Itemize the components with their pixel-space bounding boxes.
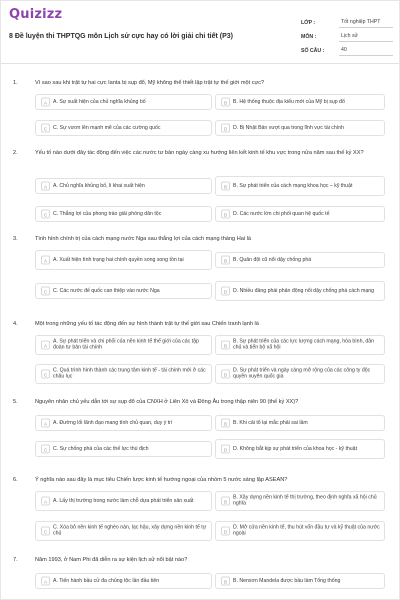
option-letter: A [41,497,50,506]
meta-value: 40 [339,47,393,56]
question-text: Ý nghĩa nào sau đây là mục tiêu Chiến lược kinh tế hướng ngoại của nhóm 5 nước sáng lập ASEAN? [35,477,288,483]
option-b[interactable] [215,573,385,589]
worksheet-title: 8 Đề luyện thi THPTQG môn Lịch sử cực hay có lời giải chi tiết (P3) [9,33,233,40]
question-text: Vì sao sau khi trật tự hai cực Ianta bị sụp đổ, Mỹ không thể thiết lập trật tự thế giới một cực? [35,80,265,86]
meta-label: SỐ CÂU : [301,48,325,54]
question-text: Nguyên nhân chủ yếu dẫn tới sự sụp đổ của CNXH ở Liên Xô và Đông Âu trong thập niên 90 (thế kỷ XX)? [35,399,299,405]
option-letter: B [221,256,230,265]
option-text: A. Lấy thị trường trong nước làm chỗ dựa phát triển sản xuất [53,497,194,504]
option-text: B. Xây dựng nền kinh tế thị trường, theo định nghĩa xã hội chủ nghĩa [233,494,377,507]
question-number: 3. [13,236,18,242]
option-letter: B [221,497,230,506]
meta-value: Lịch sử [339,33,393,42]
question-text: Một trong những yếu tố tác động đến sự hình thành trật tự thế giới sau Chiến tranh lạnh là [35,321,259,327]
option-letter: B [221,98,230,107]
option-letter: C [41,210,50,219]
option-letter: D [221,124,230,133]
option-a[interactable] [35,335,212,355]
option-text: C. Sự vươn lên mạnh mẽ của các cường quốc [53,124,161,131]
option-letter: A [41,182,50,191]
option-text: B. Quân đội cũ nổi dậy chống phá [233,256,312,263]
option-letter: C [41,124,50,133]
option-text: D. Các nước lớn chi phối quan hệ quốc tế [233,210,330,217]
option-letter: B [221,182,230,191]
question-number: 5. [13,399,18,405]
question-number: 6. [13,477,18,483]
option-a[interactable] [35,178,212,194]
question-text: Yếu tố nào dưới đây tác động đến việc các nước tư bản ngày càng xu hướng liên kết kinh tế khu vực trong nửa năm sau thế kỷ XX? [35,150,364,156]
option-letter: A [41,577,50,586]
option-text: C. Các nước đế quốc can thiệp vào nước Nga [53,287,160,294]
option-letter: D [221,210,230,219]
option-a[interactable] [35,94,212,110]
option-c[interactable] [35,364,212,384]
meta-row-subject [301,28,393,42]
option-text: D. Bị Nhật Bản vượt qua trong lĩnh vực tài chính [233,124,344,131]
option-text: B. Khi cải tổ lại mắc phải sai lầm [233,419,308,426]
option-d[interactable] [215,521,385,541]
option-text: D. Nhiều đảng phái phản động nổi dậy chống phá cách mạng [233,287,375,294]
question-text: Tình hình chính trị của cách mạng nước Nga sau thắng lợi của cách mạng tháng Hai là [35,236,251,242]
option-text: D. Sự phát triển và ngày càng mở rộng của các công ty độc quyền xuyên quốc gia [233,367,371,380]
question-number: 1. [13,80,18,86]
option-letter: C [41,527,50,536]
option-text: A. Sự xuất hiện của chủ nghĩa khủng bố [53,98,146,105]
option-letter: A [41,341,50,350]
meta-row-class [301,14,393,28]
option-letter: C [41,445,50,454]
option-letter: D [221,287,230,296]
worksheet-header [1,1,399,64]
option-c[interactable] [35,521,212,541]
option-letter: A [41,256,50,265]
question-number: 4. [13,321,18,327]
option-d[interactable] [215,439,385,459]
option-b[interactable] [215,491,385,511]
option-c[interactable] [35,441,212,457]
meta-value: Tốt nghiệp THPT [339,19,393,28]
option-letter: C [41,370,50,379]
option-text: D. Không bắt kịp sự phát triển của khoa học - kỹ thuật [233,445,358,452]
option-text: C. Thắng lợi của phong trào giải phóng dân tộc [53,210,162,217]
meta-label: MÔN : [301,34,317,40]
option-letter: D [221,370,230,379]
option-text: A. Tiến hành bầu cử đa chủng tộc lần đầu tiên [53,577,160,584]
option-d[interactable] [215,364,385,384]
option-text: C. Xóa bỏ nền kinh tế nghèo nàn, lạc hậu, xây dựng nền kinh tế tự chủ [53,524,207,537]
option-d[interactable] [215,281,385,301]
meta-row-count [301,42,393,56]
option-text: B. Sự phát triển của cách mạng khoa học – kỹ thuật [233,182,353,189]
option-letter: B [221,341,230,350]
option-letter: D [221,445,230,454]
option-text: B. Nenxơn Mandela được bầu làm Tổng thống [233,577,341,584]
option-b[interactable] [215,335,385,355]
option-b[interactable] [215,94,385,110]
question-number: 7. [13,557,18,563]
option-b[interactable] [215,415,385,431]
option-letter: D [221,527,230,536]
option-text: D. Mở cửa nền kinh tế, thu hút vốn đầu tư và kỹ thuật của nước ngoài [233,524,380,537]
option-b[interactable] [215,252,385,268]
option-text: C. Sự chống phá của các thế lực thù địch [53,445,149,452]
quizizz-logo: Quizizz [9,7,63,22]
question-number: 2. [13,150,18,156]
option-letter: C [41,287,50,296]
option-a[interactable] [35,573,212,589]
option-d[interactable] [215,120,385,136]
meta-label: LỚP : [301,20,316,26]
option-c[interactable] [35,283,212,299]
option-c[interactable] [35,206,212,222]
option-text: A. Đường lối lãnh đạo mang tính chủ quan, duy ý trí [53,419,173,426]
option-b[interactable] [215,176,385,196]
option-c[interactable] [35,120,212,136]
option-a[interactable] [35,415,212,431]
option-a[interactable] [35,250,212,270]
worksheet-meta [301,14,393,56]
option-letter: B [221,419,230,428]
option-a[interactable] [35,491,212,511]
option-d[interactable] [215,206,385,222]
option-text: C. Quá trình hình thành các trung tâm kinh tế - tài chính mới ở các châu lục [53,367,206,380]
option-text: B. Sự phát triển của các lực lượng cách mạng, hòa bình, dân chủ và tiến bộ xã hội [233,338,374,351]
option-letter: A [41,98,50,107]
question-text: Năm 1993, ở Nam Phi đã diễn ra sự kiện lịch sử nổi bật nào? [35,557,188,563]
option-text: A. Chủ nghĩa khủng bố, li khai xuất hiện [53,182,145,189]
option-letter: B [221,577,230,586]
option-text: B. Hệ thống thuộc địa kiểu mới của Mỹ bị sụp đổ [233,98,345,105]
option-letter: A [41,419,50,428]
option-text: A. Xuất hiện tình trạng hai chính quyền song song tồn tại [53,256,184,263]
option-text: A. Sự phát triển và chi phối của nền kinh tế thế giới của các tập đoàn tư bản tài chính [53,338,199,351]
